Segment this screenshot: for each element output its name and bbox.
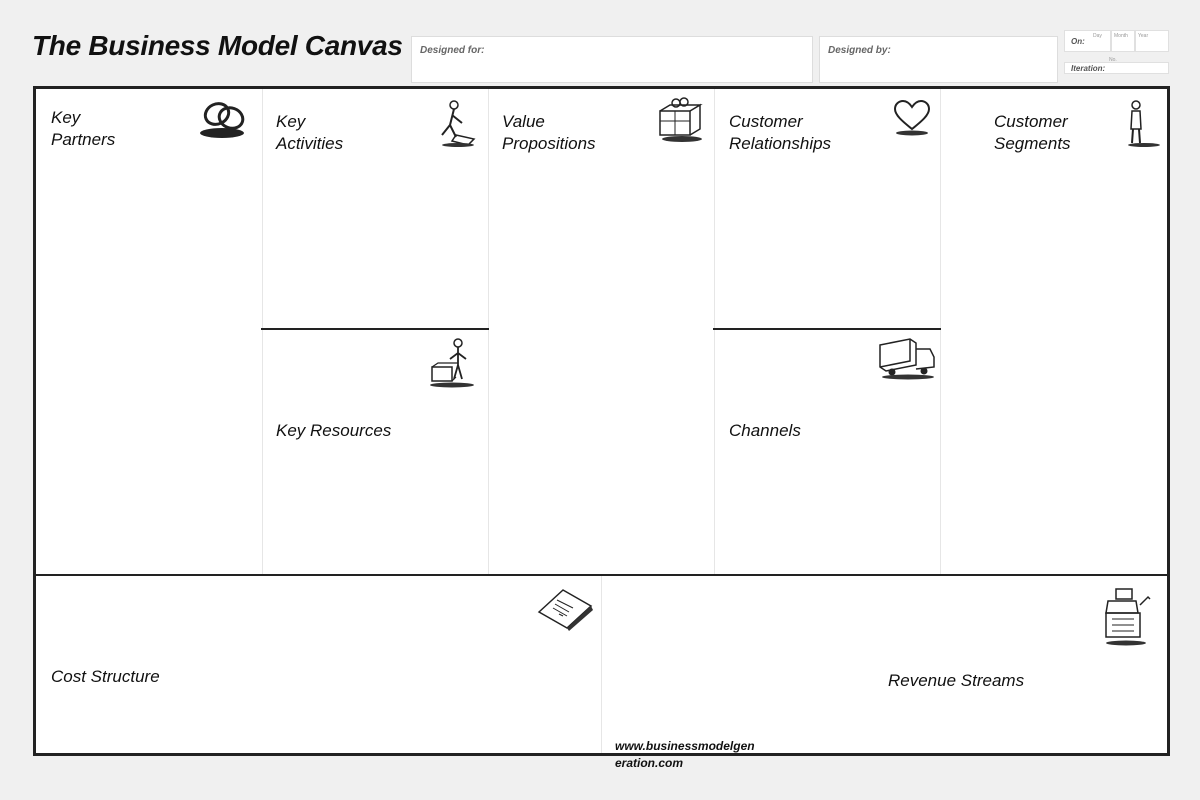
divider-relationships-segments <box>940 89 941 576</box>
divider-value-relationships <box>714 89 715 576</box>
key-partners-line2: Partners <box>51 130 116 149</box>
customer-relationships-line2: Relationships <box>729 134 832 153</box>
value-propositions-title <box>502 111 596 155</box>
customer-segments-line1: Customer <box>994 112 1068 131</box>
key-activities-title <box>276 111 343 155</box>
channels-title: Channels <box>729 421 801 440</box>
month-label: Month <box>1114 33 1128 39</box>
divider-bottom-row <box>36 574 1167 576</box>
cost-structure-title: Cost Structure <box>51 667 160 686</box>
worker-icon <box>434 99 478 149</box>
year-label: Year <box>1138 33 1149 39</box>
canvas-board <box>33 86 1170 756</box>
customer-segments-title <box>994 111 1071 155</box>
page-title: The Business Model Canvas <box>32 30 403 61</box>
key-partners-line1: Key <box>51 108 81 127</box>
year-field[interactable] <box>1135 30 1169 52</box>
divider-activities-value <box>488 89 489 576</box>
customer-relationships-title <box>729 111 831 155</box>
iteration-label: Iteration: <box>1071 64 1106 73</box>
value-propositions-line2: Propositions <box>502 134 596 153</box>
delivery-truck-icon <box>876 335 936 383</box>
date-on-cell <box>1064 30 1111 52</box>
value-propositions-line1: Value <box>502 112 545 131</box>
on-label: On: <box>1071 37 1085 46</box>
customer-relationships-line1: Customer <box>729 112 803 131</box>
key-activities-line1: Key <box>276 112 306 131</box>
no-label: No. <box>1109 57 1117 63</box>
key-activities-line2: Activities <box>276 134 344 153</box>
price-tag-icon <box>533 586 597 632</box>
revenue-streams-title: Revenue Streams <box>888 671 1025 690</box>
designed-by-label: Designed by: <box>828 45 891 56</box>
designed-for-field[interactable] <box>411 36 813 83</box>
divider-cost-revenue <box>601 576 602 753</box>
key-partners-title <box>51 107 115 151</box>
resources-worker-icon <box>426 337 476 393</box>
divider-relationships-channels <box>713 328 941 330</box>
customer-segments-line2: Segments <box>994 134 1071 153</box>
iteration-field[interactable] <box>1064 57 1169 74</box>
designed-by-field[interactable] <box>819 36 1058 83</box>
month-field[interactable] <box>1111 30 1135 52</box>
key-resources-title: Key Resources <box>276 421 392 440</box>
person-icon <box>1122 99 1162 151</box>
gift-icon <box>654 97 704 143</box>
day-label: Day <box>1093 33 1102 39</box>
heart-icon <box>892 99 932 137</box>
divider-partners-activities <box>262 89 263 576</box>
designed-for-label: Designed for: <box>420 45 485 56</box>
cash-register-icon <box>1102 585 1154 651</box>
divider-activities-resources <box>261 328 489 330</box>
chain-links-icon <box>198 97 252 141</box>
website-link[interactable]: www.businessmodelgeneration.com <box>615 739 755 770</box>
